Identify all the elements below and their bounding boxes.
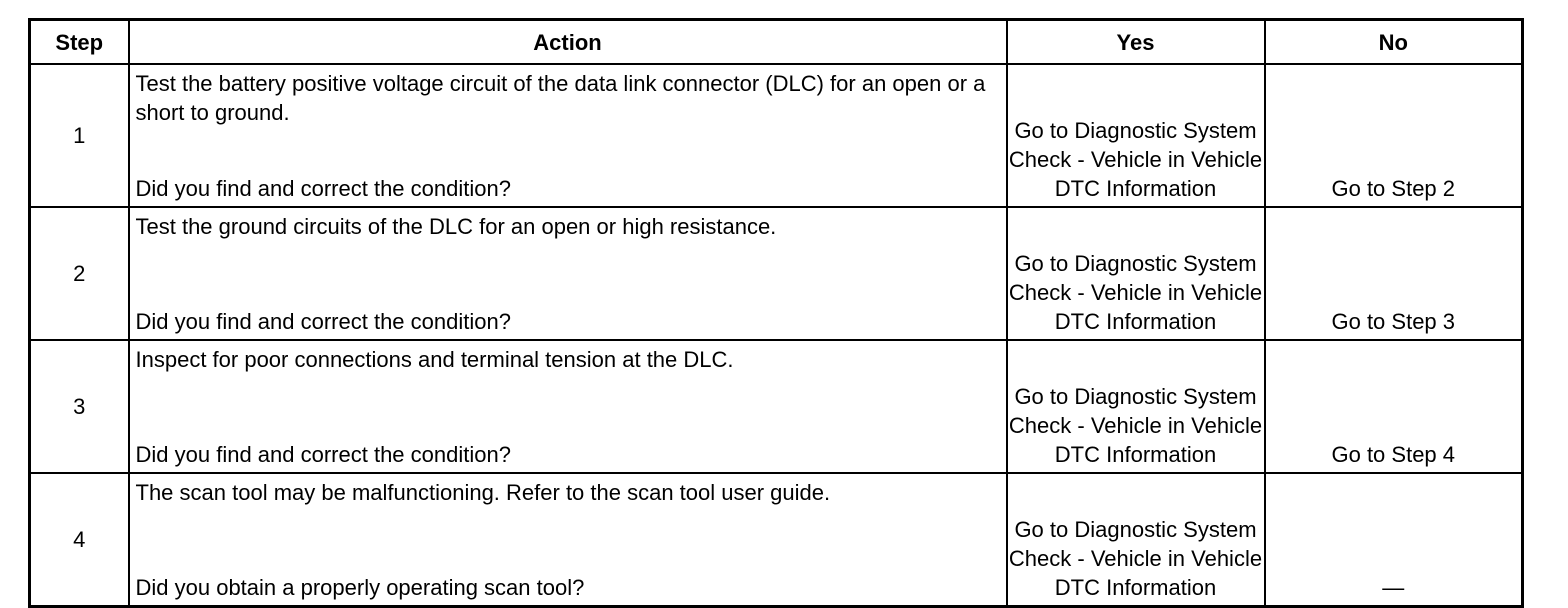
header-no: No (1265, 20, 1523, 65)
table-header (30, 20, 1523, 65)
action-cell (129, 64, 1007, 207)
no-result: Go to Step 2 (1265, 64, 1523, 207)
action-cell (129, 340, 1007, 473)
action-content (136, 345, 1000, 469)
action-cell (129, 473, 1007, 607)
action-question: Did you find and correct the condition? (135, 442, 511, 467)
table-row (30, 64, 1523, 207)
header-step: Step (30, 20, 129, 65)
action-question: Did you find and correct the condition? (135, 309, 511, 334)
step-number: 4 (30, 473, 129, 607)
action-content (136, 212, 1000, 336)
yes-result: Go to Diagnostic System Check - Vehicle in Vehicle DTC Information (1007, 64, 1265, 207)
action-text: Inspect for poor connections and terminal tension at the DLC. (135, 347, 734, 372)
step-number: 1 (30, 64, 129, 207)
no-result: — (1265, 473, 1523, 607)
no-result: Go to Step 4 (1265, 340, 1523, 473)
table-row (30, 473, 1523, 607)
yes-result: Go to Diagnostic System Check - Vehicle in Vehicle DTC Information (1007, 473, 1265, 607)
action-content (136, 69, 1000, 203)
header-action: Action (129, 20, 1007, 65)
step-number: 3 (30, 340, 129, 473)
action-text: The scan tool may be malfunctioning. Refer to the scan tool user guide. (135, 480, 831, 505)
no-result: Go to Step 3 (1265, 207, 1523, 340)
action-text: Test the battery positive voltage circuit of the data link connector (DLC) for an open or a short to ground. (135, 71, 986, 125)
action-cell (129, 207, 1007, 340)
step-number: 2 (30, 207, 129, 340)
table-row (30, 340, 1523, 473)
table-body (30, 64, 1523, 607)
action-content (136, 478, 1000, 602)
yes-result: Go to Diagnostic System Check - Vehicle in Vehicle DTC Information (1007, 207, 1265, 340)
header-row (30, 20, 1523, 65)
table-row (30, 207, 1523, 340)
action-text: Test the ground circuits of the DLC for an open or high resistance. (135, 214, 777, 239)
diagnostic-table (28, 18, 1524, 608)
header-yes: Yes (1007, 20, 1265, 65)
action-question: Did you obtain a properly operating scan tool? (135, 575, 585, 600)
action-question: Did you find and correct the condition? (135, 176, 511, 201)
yes-result: Go to Diagnostic System Check - Vehicle in Vehicle DTC Information (1007, 340, 1265, 473)
